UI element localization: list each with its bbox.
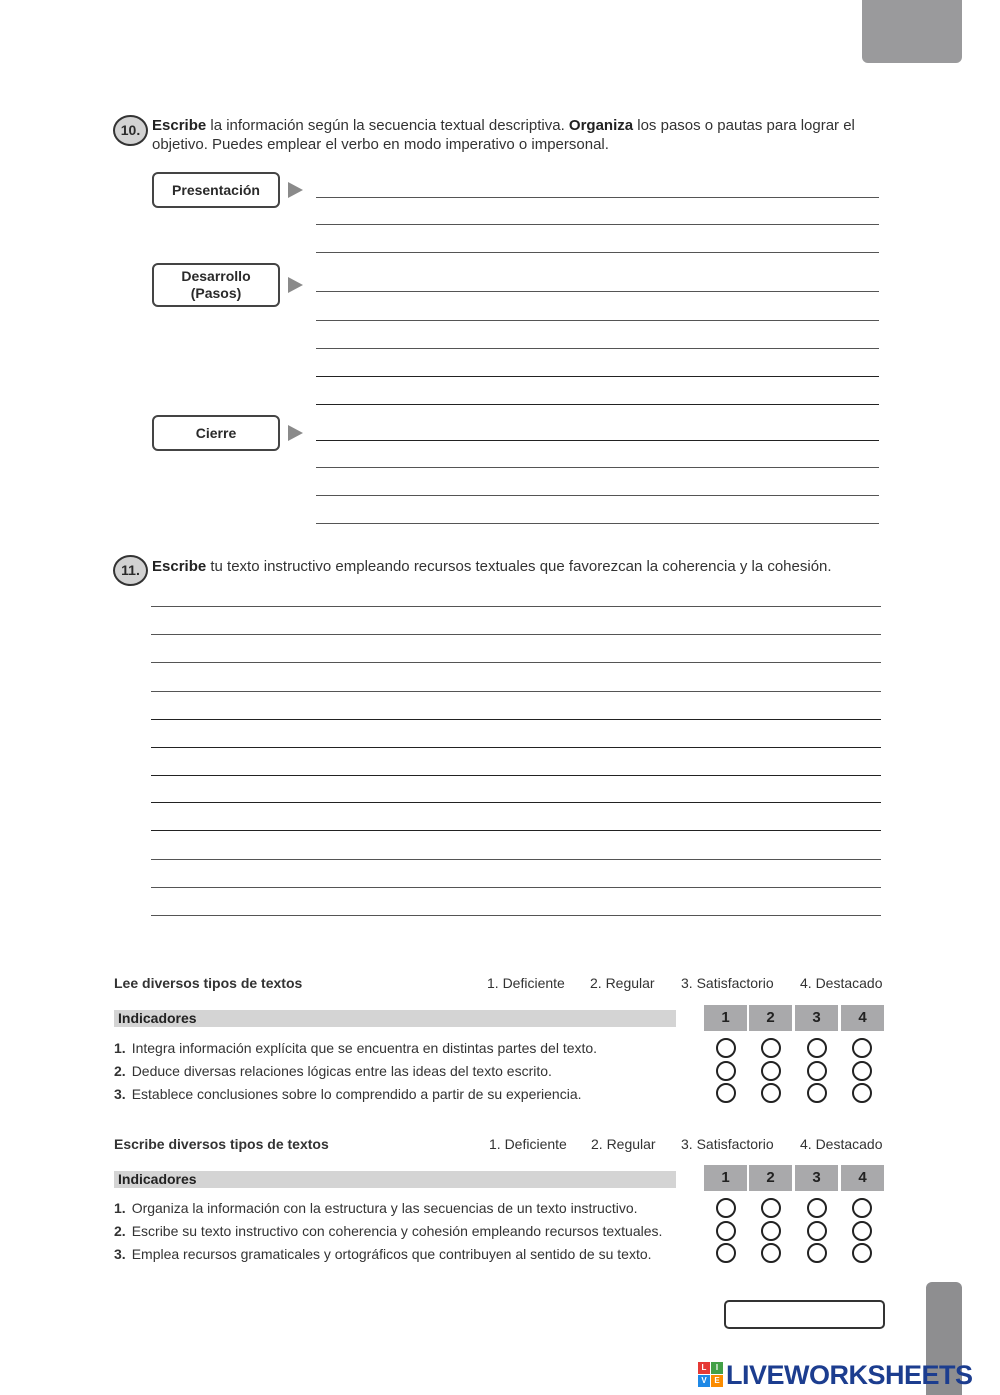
liveworksheets-logo [698,1361,973,1389]
rubric2-item2-option-4[interactable] [852,1221,872,1241]
arrow-presentacion-icon [288,182,303,198]
rubric2-col-4: 4 [841,1165,884,1191]
rubric2-item2-option-1[interactable] [716,1221,736,1241]
write-line[interactable] [316,348,879,349]
question-11-text [152,557,892,576]
item-text: Organiza la información con la estructura y las secuencias de un texto instructivo. [131,1200,638,1216]
rubric1-item3-option-3[interactable] [807,1083,827,1103]
question-10-text [152,116,892,154]
rubric1-col-1: 1 [704,1005,747,1031]
rubric1-col-2: 2 [749,1005,792,1031]
arrow-desarrollo-icon [288,277,303,293]
rubric1-item-2 [114,1063,552,1079]
write-line[interactable] [151,634,881,635]
rubric1-indicators-header: Indicadores [114,1010,676,1027]
q11-text: tu texto instructivo empleando recursos textuales que favorezcan la coherencia y la cohesión. [206,558,832,575]
rubric1-item3-option-2[interactable] [761,1083,781,1103]
write-line[interactable] [151,802,881,803]
label-presentacion-text: Presentación [172,181,260,198]
item-number: 1. [114,1040,126,1056]
write-line[interactable] [316,467,879,468]
label-cierre-text: Cierre [195,424,237,441]
rubric2-scale-3: 3. Satisfactorio [681,1136,774,1152]
label-desarrollo-text: Desarrollo [181,268,251,284]
write-line[interactable] [316,404,879,405]
rubric2-item3-option-1[interactable] [716,1243,736,1263]
rubric2-scale-2: 2. Regular [591,1136,656,1152]
write-line[interactable] [316,523,879,524]
page-tab-top [862,0,962,63]
item-number: 2. [114,1223,126,1239]
rubric2-item3-option-3[interactable] [807,1243,827,1263]
rubric1-item1-option-1[interactable] [716,1038,736,1058]
rubric1-item2-option-3[interactable] [807,1061,827,1081]
rubric1-item-3 [114,1086,582,1102]
rubric2-col-3: 3 [795,1165,838,1191]
rubric2-indicators-header: Indicadores [114,1171,676,1188]
write-line[interactable] [316,197,879,198]
write-line[interactable] [316,495,879,496]
item-text: Emplea recursos gramaticales y ortográficos que contribuyen al sentido de su texto. [131,1246,652,1262]
rubric2-item-2 [114,1223,662,1239]
write-line[interactable] [316,440,879,441]
rubric1-item1-option-4[interactable] [852,1038,872,1058]
arrow-cierre-icon [288,425,303,441]
question-10-number: 10. [113,115,148,146]
write-line[interactable] [316,320,879,321]
rubric1-col-4: 4 [841,1005,884,1031]
write-line[interactable] [151,662,881,663]
write-line[interactable] [151,747,881,748]
rubric1-item3-option-1[interactable] [716,1083,736,1103]
logo-cubes-icon [698,1362,724,1388]
write-line[interactable] [151,887,881,888]
score-box[interactable] [724,1300,885,1329]
item-text: Escribe su texto instructivo con coherencia y cohesión empleando recursos textuales. [131,1223,663,1239]
rubric2-item3-option-4[interactable] [852,1243,872,1263]
rubric2-scale-1: 1. Deficiente [489,1136,567,1152]
rubric1-scale-4: 4. Destacado [800,975,883,991]
q10-text-part1: la información según la secuencia textual descriptiva. [206,117,569,134]
write-line[interactable] [151,859,881,860]
logo-cube-e: E [711,1375,723,1387]
rubric2-item2-option-3[interactable] [807,1221,827,1241]
write-line[interactable] [316,291,879,292]
rubric2-title: Escribe diversos tipos de textos [114,1136,329,1152]
rubric1-scale-3: 3. Satisfactorio [681,975,774,991]
rubric2-item1-option-3[interactable] [807,1198,827,1218]
write-line[interactable] [316,252,879,253]
write-line[interactable] [151,830,881,831]
rubric2-scale-4: 4. Destacado [800,1136,883,1152]
write-line[interactable] [151,719,881,720]
rubric1-item2-option-4[interactable] [852,1061,872,1081]
rubric1-scale-2: 2. Regular [590,975,655,991]
rubric2-item-3 [114,1246,652,1262]
item-number: 3. [114,1246,126,1262]
q10-bold-escribe: Escribe [152,117,207,134]
write-line[interactable] [151,691,881,692]
item-number: 3. [114,1086,126,1102]
item-text: Deduce diversas relaciones lógicas entre las ideas del texto escrito. [131,1063,552,1079]
logo-text: LIVEWORKSHEETS [726,1360,973,1390]
q10-bold-organiza: Organiza [568,117,634,134]
q10-text-part2: los pasos o pautas para lograr el objetivo. Puedes emplear el verbo en modo imperativo o impersonal. [152,117,855,153]
rubric2-item2-option-2[interactable] [761,1221,781,1241]
rubric2-item3-option-2[interactable] [761,1243,781,1263]
rubric1-item-1 [114,1040,597,1056]
question-11-number: 11. [113,555,148,586]
item-number: 2. [114,1063,126,1079]
rubric1-scale-1: 1. Deficiente [487,975,565,991]
rubric1-item1-option-2[interactable] [761,1038,781,1058]
q11-bold-escribe: Escribe [152,558,207,575]
logo-cube-l: L [698,1362,710,1374]
rubric2-item1-option-1[interactable] [716,1198,736,1218]
label-pasos-text: (Pasos) [190,285,242,301]
rubric2-item1-option-2[interactable] [761,1198,781,1218]
item-text: Establece conclusiones sobre lo comprendido a partir de su experiencia. [131,1086,582,1102]
write-line[interactable] [151,606,881,607]
item-number: 1. [114,1200,126,1216]
write-line[interactable] [316,224,879,225]
logo-cube-v: V [698,1375,710,1387]
rubric1-item2-option-2[interactable] [761,1061,781,1081]
label-desarrollo [152,263,280,307]
rubric2-item-1 [114,1200,638,1216]
rubric2-item1-option-4[interactable] [852,1198,872,1218]
write-line[interactable] [151,775,881,776]
rubric1-item3-option-4[interactable] [852,1083,872,1103]
rubric2-col-1: 1 [704,1165,747,1191]
rubric1-item1-option-3[interactable] [807,1038,827,1058]
write-line[interactable] [151,915,881,916]
item-text: Integra información explícita que se encuentra en distintas partes del texto. [131,1040,598,1056]
write-line[interactable] [316,376,879,377]
rubric2-col-2: 2 [749,1165,792,1191]
rubric1-item2-option-1[interactable] [716,1061,736,1081]
logo-cube-i: I [711,1362,723,1374]
label-cierre [152,415,280,451]
rubric1-title: Lee diversos tipos de textos [114,975,303,991]
rubric1-col-3: 3 [795,1005,838,1031]
label-presentacion [152,172,280,208]
